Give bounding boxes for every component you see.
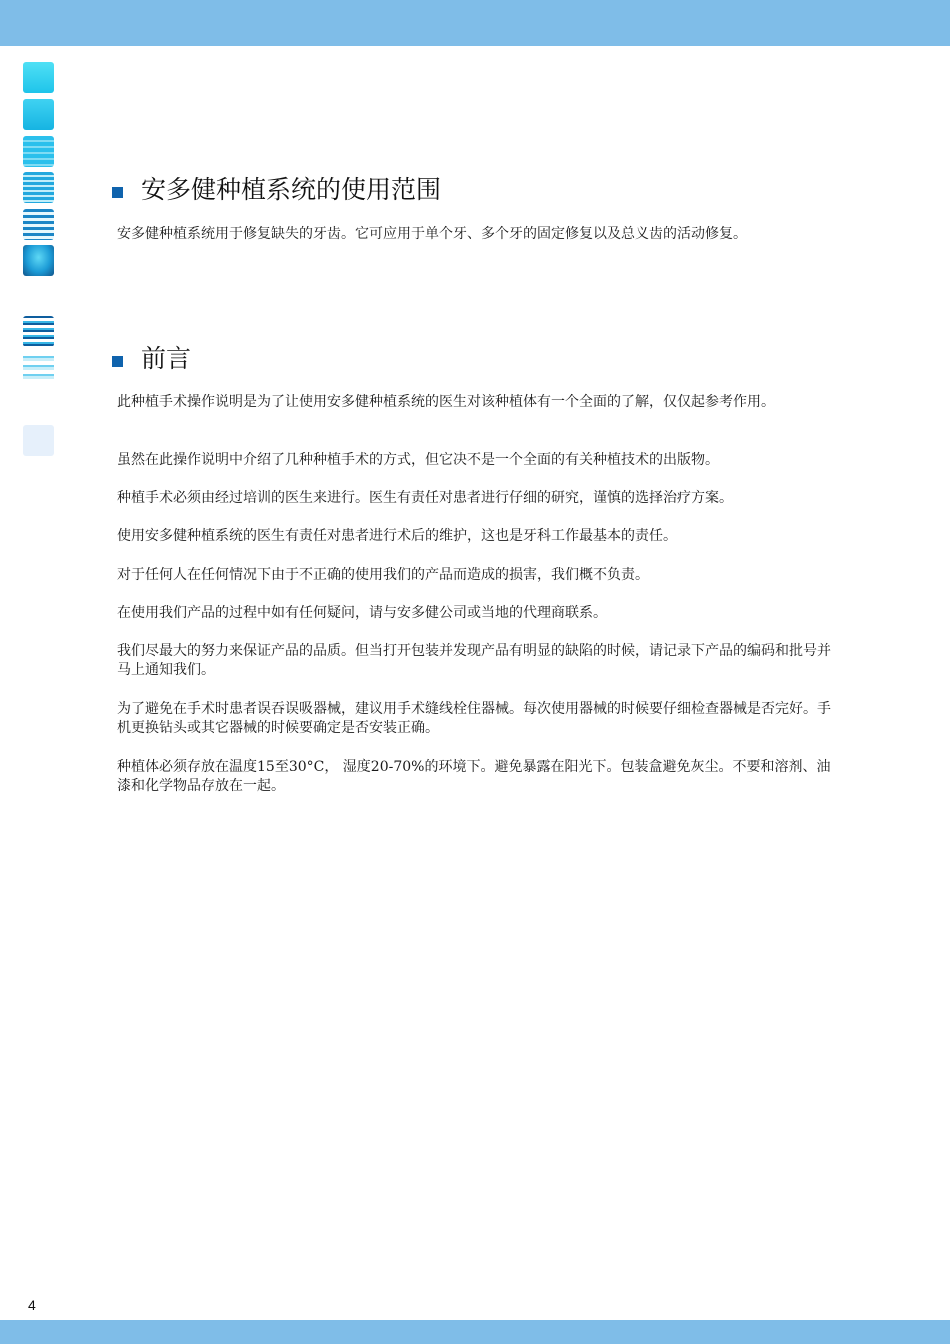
preface-paragraph: 此种植手术操作说明是为了让使用安多健种植系统的医生对该种植体有一个全面的了解，仅仅起参考作用。 [117, 394, 775, 410]
decorative-water-tile [23, 316, 54, 347]
preface-paragraph: 使用安多健种植系统的医生有责任对患者进行术后的维护，这也是牙科工作最基本的责任。 [117, 528, 677, 544]
decorative-water-tile [23, 99, 54, 130]
header-bar [0, 0, 950, 46]
preface-paragraph: 种植手术必须由经过培训的医生来进行。医生有责任对患者进行仔细的研究，谨慎的选择治疗方案。 [117, 490, 733, 506]
section-title: 安多健种植系统的使用范围 [141, 175, 442, 204]
decorative-water-tile [23, 136, 54, 167]
square-bullet-icon [112, 187, 123, 198]
decorative-water-tile [23, 245, 54, 276]
preface-paragraph: 对于任何人在任何情况下由于不正确的使用我们的产品而造成的损害，我们概不负责。 [117, 567, 649, 583]
decorative-water-tile [23, 209, 54, 240]
preface-paragraph: 我们尽最大的努力来保证产品的品质。但当打开包装并发现产品有明显的缺陷的时候，请记录下产品的编码和批号并马上通知我们。 [117, 643, 831, 678]
section-heading-preface [112, 339, 191, 379]
preface-paragraph: 种植体必须存放在温度15至30°C， 湿度20-70%的环境下。避免暴露在阳光下。包装盒避免灰尘。不要和溶剂、油漆和化学物品存放在一起。 [117, 759, 831, 794]
scope-paragraph: 安多健种植系统用于修复缺失的牙齿。它可应用于单个牙、多个牙的固定修复以及总义齿的活动修复。 [117, 226, 747, 242]
preface-paragraph: 为了避免在手术时患者误吞误吸器械，建议用手术缝线栓住器械。每次使用器械的时候要仔细检查器械是否完好。手机更换钻头或其它器械的时候要确定是否安装正确。 [117, 701, 831, 736]
decorative-water-tile [23, 352, 54, 383]
footer-bar [0, 1320, 950, 1344]
decorative-water-tile [23, 172, 54, 203]
decorative-water-tile [23, 62, 54, 93]
decorative-blank-tile [23, 425, 54, 456]
section-title: 前言 [141, 344, 192, 373]
square-bullet-icon [112, 356, 123, 367]
section-heading-scope [112, 170, 441, 210]
page-number: 4 [28, 1297, 36, 1313]
preface-paragraph: 在使用我们产品的过程中如有任何疑问，请与安多健公司或当地的代理商联系。 [117, 605, 607, 621]
preface-paragraph: 虽然在此操作说明中介绍了几种种植手术的方式，但它决不是一个全面的有关种植技术的出版物。 [117, 452, 719, 468]
